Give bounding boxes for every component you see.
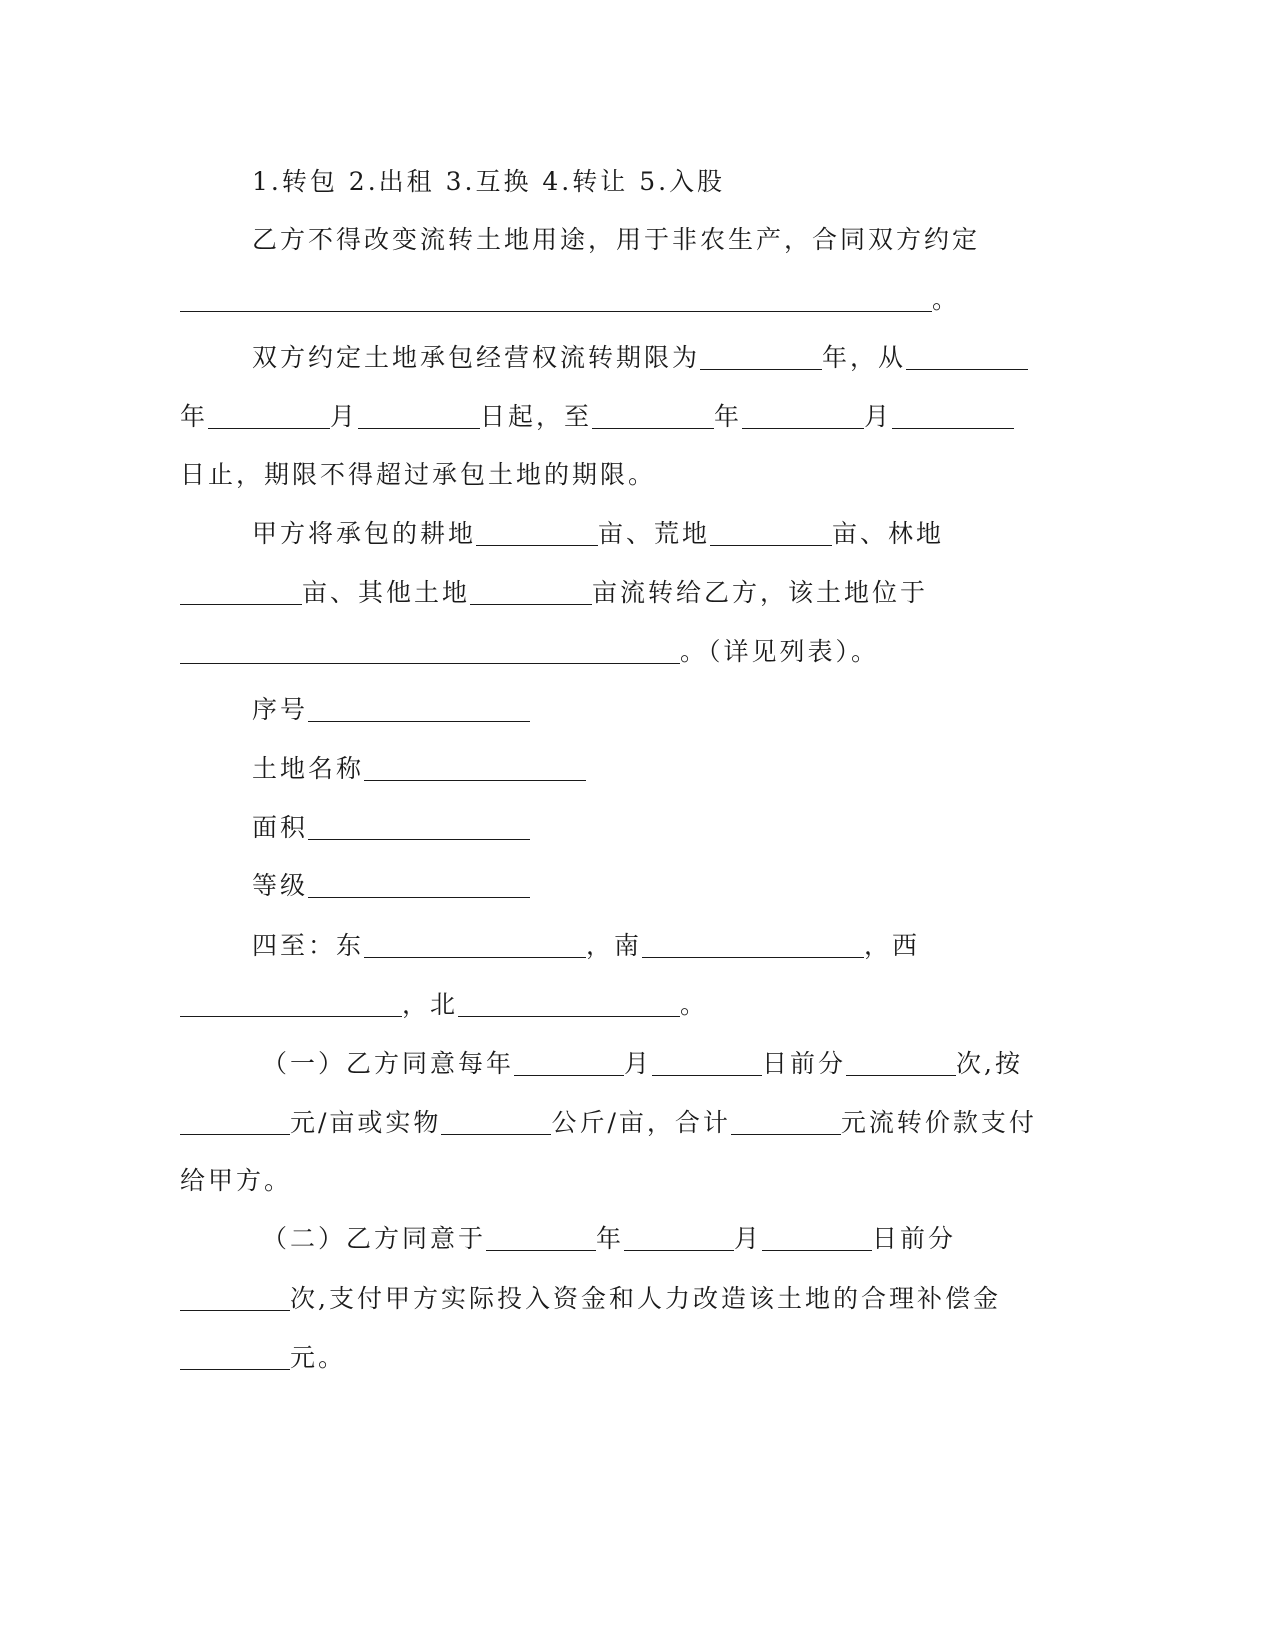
east-label: 四至：东 [252, 931, 365, 960]
kg-per-mu-blank[interactable] [441, 1108, 551, 1135]
land-line-3 [180, 632, 879, 672]
payment1-line-2 [180, 1103, 1037, 1143]
west-label: ，西 [864, 931, 921, 960]
term-years-blank[interactable] [700, 343, 822, 370]
land-line-2 [180, 573, 928, 613]
north-label: ，北 [402, 990, 459, 1019]
payment1-line-1 [262, 1044, 1023, 1084]
compensation-text: 次,支付甲方实际投入资金和人力改造该土地的合理补偿金 [290, 1284, 1001, 1313]
serial-line [252, 690, 530, 730]
term-line-2 [180, 397, 1014, 437]
year-label: 年 [596, 1224, 625, 1253]
term-intro-text: 双方约定土地承包经营权流转期限为 [252, 343, 701, 372]
forest-text: 亩、林地 [832, 519, 945, 548]
payment2-times-blank[interactable] [180, 1284, 290, 1311]
south-label: ，南 [586, 931, 643, 960]
land-name-label: 土地名称 [252, 754, 365, 783]
transfer-methods-text: 1.转包 2.出租 3.互换 4.转让 5.入股 [252, 167, 726, 196]
start-year-blank[interactable] [906, 343, 1028, 370]
end-month-blank[interactable] [742, 402, 864, 429]
land-use-agreement-line [180, 280, 960, 320]
payment2-year-blank[interactable] [486, 1224, 596, 1251]
month-label: 月 [330, 402, 359, 431]
transfer-location-text: 亩流转给乙方，该土地位于 [592, 578, 929, 607]
land-name-line [252, 749, 586, 789]
term-line-1 [252, 338, 1028, 378]
term-from-text: 年，从 [822, 343, 907, 372]
payment2-line-3 [180, 1338, 346, 1378]
end-day-blank[interactable] [892, 402, 1014, 429]
boundary-line-2 [180, 985, 708, 1025]
period-mark: 。 [932, 285, 961, 314]
wasteland-text: 亩、荒地 [598, 519, 711, 548]
west-blank[interactable] [180, 990, 402, 1017]
serial-blank[interactable] [308, 695, 530, 722]
price-per-mu-blank[interactable] [180, 1108, 290, 1135]
pay-to-party-a-text: 给甲方。 [180, 1166, 293, 1195]
payment2-month-blank[interactable] [624, 1224, 734, 1251]
yuan-text: 元。 [290, 1343, 347, 1372]
land-use-agreement-blank[interactable] [180, 285, 932, 312]
payment2-line-1 [262, 1219, 956, 1259]
land-use-line [252, 220, 980, 260]
yuan-per-mu-text: 元/亩或实物 [290, 1108, 442, 1137]
land-use-text: 乙方不得改变流转土地用途，用于非农生产，合同双方约定 [252, 225, 981, 254]
month-label: 月 [734, 1224, 763, 1253]
transfer-methods-line [252, 162, 725, 202]
payment1-times-blank[interactable] [846, 1049, 956, 1076]
year-label: 年 [714, 402, 743, 431]
payment2-day-blank[interactable] [762, 1224, 872, 1251]
total-price-text: 元流转价款支付 [840, 1108, 1037, 1137]
grade-line [252, 866, 530, 906]
day-start-text: 日起，至 [480, 402, 593, 431]
forest-mu-blank[interactable] [180, 578, 302, 605]
compensation-amount-blank[interactable] [180, 1343, 290, 1370]
other-land-text: 亩、其他土地 [302, 578, 471, 607]
start-month-blank[interactable] [208, 402, 330, 429]
serial-label: 序号 [252, 695, 309, 724]
south-blank[interactable] [642, 931, 864, 958]
north-blank[interactable] [458, 990, 680, 1017]
area-blank[interactable] [308, 813, 530, 840]
end-year-blank[interactable] [592, 402, 714, 429]
payment2-intro-text: （二）乙方同意于 [262, 1224, 487, 1253]
payment2-line-2 [180, 1279, 1001, 1319]
land-location-blank[interactable] [180, 637, 680, 664]
grade-label: 等级 [252, 871, 309, 900]
payment1-day-blank[interactable] [652, 1049, 762, 1076]
land-line-1 [252, 514, 944, 554]
period-mark: 。 [680, 990, 709, 1019]
month-label: 月 [624, 1049, 653, 1078]
payment1-line-3 [180, 1161, 292, 1201]
land-name-blank[interactable] [364, 754, 586, 781]
kg-per-mu-text: 公斤/亩，合计 [551, 1108, 731, 1137]
other-land-mu-blank[interactable] [470, 578, 592, 605]
farmland-mu-blank[interactable] [476, 519, 598, 546]
times-text: 次,按 [956, 1049, 1023, 1078]
day-before-text: 日前分 [872, 1224, 957, 1253]
total-price-blank[interactable] [731, 1108, 841, 1135]
payment1-intro-text: （一）乙方同意每年 [262, 1049, 515, 1078]
see-list-text: 。（详见列表）。 [680, 637, 880, 666]
year-label: 年 [180, 402, 209, 431]
boundary-line-1 [252, 926, 920, 966]
term-end-text: 日止，期限不得超过承包土地的期限。 [180, 460, 657, 489]
payment1-month-blank[interactable] [514, 1049, 624, 1076]
wasteland-mu-blank[interactable] [710, 519, 832, 546]
month-label: 月 [864, 402, 893, 431]
area-line [252, 808, 530, 848]
east-blank[interactable] [364, 931, 586, 958]
term-line-3 [180, 455, 656, 495]
grade-blank[interactable] [308, 871, 530, 898]
area-label: 面积 [252, 813, 309, 842]
start-day-blank[interactable] [358, 402, 480, 429]
land-intro-text: 甲方将承包的耕地 [252, 519, 477, 548]
day-before-text: 日前分 [762, 1049, 847, 1078]
